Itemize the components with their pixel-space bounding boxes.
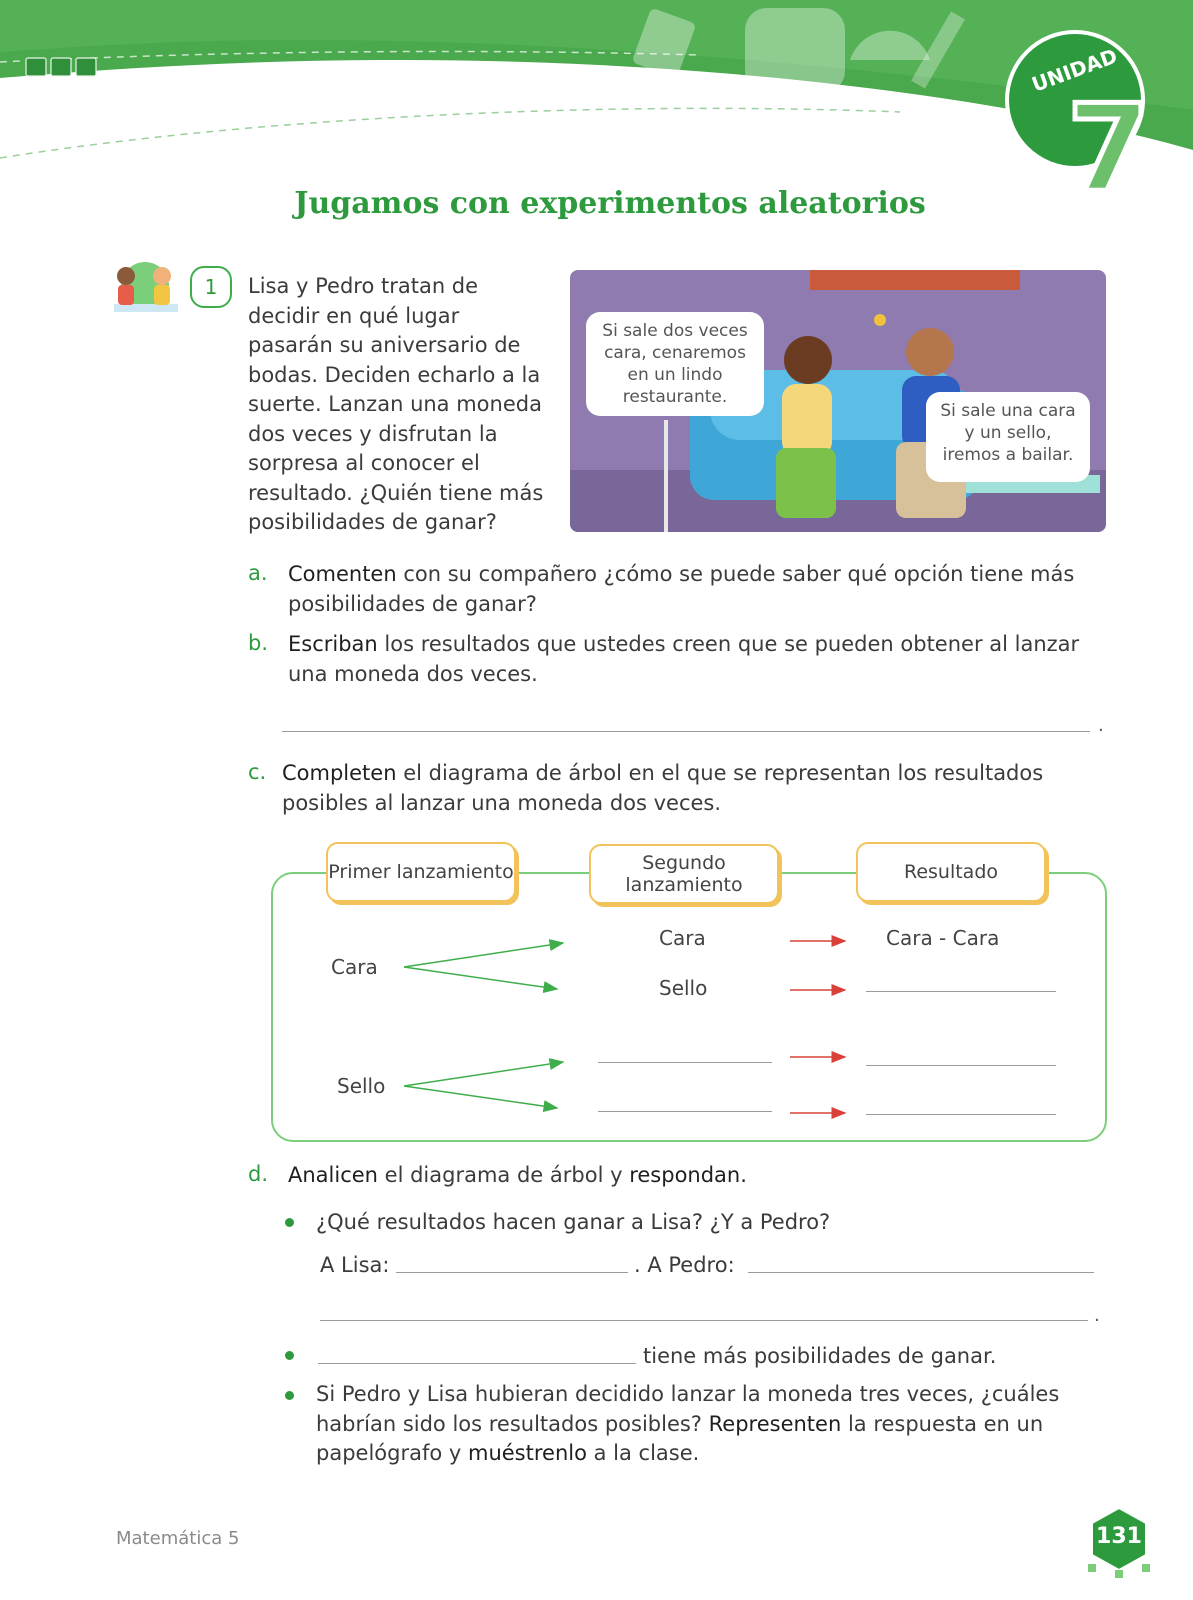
- answer-line-result-2[interactable]: [866, 991, 1056, 992]
- header-second-throw: Segundo lanzamiento: [589, 844, 779, 904]
- branch-sello: [404, 1062, 563, 1108]
- lisa-label: A Lisa:: [320, 1253, 390, 1277]
- header-result: Resultado: [856, 842, 1046, 902]
- answer-line-bullet-1[interactable]: [320, 1320, 1088, 1321]
- question-a-letter: a.: [248, 561, 268, 585]
- tree-second-sello: Sello: [659, 976, 708, 1000]
- question-c-letter: c.: [248, 760, 267, 784]
- header-first-throw: Primer lanzamiento: [326, 842, 516, 902]
- page-title: Jugamos con experimentos aleatorios: [294, 186, 926, 221]
- branch-cara: [404, 943, 563, 989]
- speech-bubble-lisa: Si sale dos veces cara, cenaremos en un lindo restaurante.: [586, 312, 764, 416]
- answer-line-second-3[interactable]: [598, 1062, 772, 1063]
- bullet-1-question: ¿Qué resultados hacen ganar a Lisa? ¿Y a Pedro?: [316, 1210, 831, 1234]
- bullet-2-text: tiene más posibilidades de ganar.: [643, 1344, 997, 1368]
- tree-result-cara-cara: Cara - Cara: [886, 926, 1000, 950]
- svg-text:UNIDAD: UNIDAD: [1028, 43, 1121, 97]
- period-mark-2: .: [1094, 1305, 1100, 1326]
- answer-line-result-3[interactable]: [866, 1065, 1056, 1066]
- bullet-3-text: Si Pedro y Lisa hubieran decidido lanzar la moneda tres veces, ¿cuáles habrían sido los resultados posibles? Representen la respuesta en un papelógrafo y muéstrenlo a la clase.: [316, 1382, 1060, 1465]
- intro-text: Lisa y Pedro tratan de decidir en qué lugar pasarán su aniversario de bodas. Deciden echarlo a la suerte. Lanzan una moneda dos veces y disfrutan la sorpresa al conocer el resultado. ¿Quién tiene más posibilidades de ganar?: [248, 274, 544, 534]
- bullet-3: [285, 1391, 294, 1400]
- question-d-text: Analicen el diagrama de árbol y respondan.: [288, 1163, 747, 1187]
- page-number: 131: [1096, 1524, 1142, 1549]
- answer-line-pedro[interactable]: [748, 1272, 1094, 1273]
- tree-second-cara: Cara: [659, 926, 706, 950]
- svg-text:7: 7: [1067, 80, 1151, 205]
- answer-line-result-4[interactable]: [866, 1114, 1056, 1115]
- question-d-letter: d.: [248, 1162, 269, 1186]
- question-b-text: Escriban los resultados que ustedes creen que se pueden obtener al lanzar una moneda dos veces.: [288, 632, 1080, 686]
- tree-first-cara: Cara: [331, 955, 378, 979]
- question-b-letter: b.: [248, 631, 269, 655]
- speech-bubble-pedro: Si sale una cara y un sello, iremos a bailar.: [926, 392, 1090, 482]
- question-c-text: Completen el diagrama de árbol en el que se representan los resultados posibles al lanzar una moneda dos veces.: [282, 761, 1044, 815]
- tree-first-sello: Sello: [337, 1074, 386, 1098]
- bullet-1: [285, 1218, 294, 1227]
- period-mark: .: [1098, 715, 1104, 736]
- answer-line-lisa[interactable]: [396, 1272, 628, 1273]
- footer-book-title: Matemática 5: [116, 1528, 240, 1549]
- result-arrows: [790, 941, 845, 1113]
- pedro-label: . A Pedro:: [634, 1253, 735, 1277]
- question-a-text: Comenten con su compañero ¿cómo se puede saber qué opción tiene más posibilidades de ganar?: [288, 562, 1075, 616]
- answer-line-winner[interactable]: [318, 1363, 636, 1364]
- bullet-2: [285, 1351, 294, 1360]
- answer-line-second-4[interactable]: [598, 1111, 772, 1112]
- activity-number: 1: [190, 266, 232, 308]
